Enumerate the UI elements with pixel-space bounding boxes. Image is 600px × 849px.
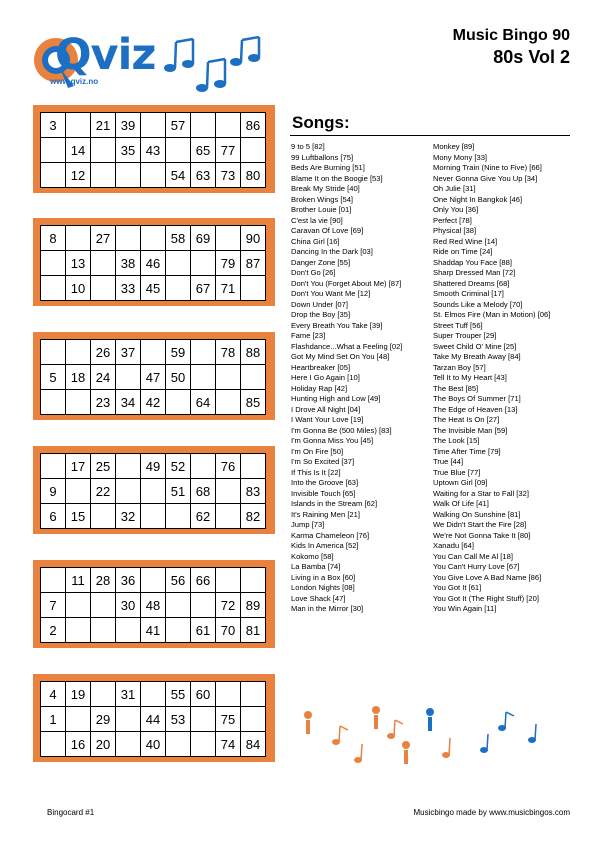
song-item: Love Shack [47] xyxy=(291,593,346,603)
bingo-row xyxy=(41,113,266,138)
bingo-cell: 18 xyxy=(66,365,91,390)
bingo-cell: 74 xyxy=(216,732,241,757)
song-item: Karma Chameleon [76] xyxy=(291,530,370,540)
bingo-cell: 55 xyxy=(166,682,191,707)
footer-card-number: Bingocard #1 xyxy=(47,808,95,817)
bingo-cell xyxy=(116,732,141,757)
bingo-cell xyxy=(216,568,241,593)
bingo-cell xyxy=(191,732,216,757)
bingo-cell xyxy=(241,138,266,163)
song-item: Ride on Time [24] xyxy=(433,247,493,256)
song-item: Brother Louie [01] xyxy=(291,205,352,214)
bingo-cell xyxy=(116,454,141,479)
bingo-cell: 8 xyxy=(41,226,66,251)
bingo-cell xyxy=(91,138,116,163)
song-item: Xanadu [64] xyxy=(433,541,474,550)
bingo-row xyxy=(41,226,266,251)
bingo-cell: 4 xyxy=(41,682,66,707)
bingo-cell: 19 xyxy=(66,682,91,707)
bingo-cell: 67 xyxy=(191,276,216,301)
song-item: Walking On Sunshine [81] xyxy=(433,509,521,519)
bingo-cell: 75 xyxy=(216,707,241,732)
song-item: Living in a Box [60] xyxy=(291,572,356,582)
bingo-cell: 9 xyxy=(41,479,66,504)
bingo-cell xyxy=(91,682,116,707)
bingo-cell xyxy=(66,113,91,138)
bingo-row xyxy=(41,365,266,390)
bingo-cell xyxy=(66,593,91,618)
bingo-cell: 17 xyxy=(66,454,91,479)
song-item: Hunting High and Low [49] xyxy=(291,394,381,403)
bingo-grid xyxy=(40,225,266,301)
bingo-cell xyxy=(141,226,166,251)
song-item: You Can Call Me Al [18] xyxy=(433,551,513,561)
song-item: Don't Go [26] xyxy=(291,268,336,277)
bingo-cell: 62 xyxy=(191,504,216,529)
bingo-cell xyxy=(141,340,166,365)
bingo-row xyxy=(41,593,266,618)
song-item: Jump [73] xyxy=(291,520,325,529)
song-item: The Boys Of Summer [71] xyxy=(433,394,521,403)
song-item: True [44] xyxy=(433,457,464,466)
bingo-cell: 80 xyxy=(241,163,266,188)
bingo-cell: 52 xyxy=(166,454,191,479)
bingo-cell xyxy=(116,365,141,390)
song-item: I'm Gonna Be (500 Miles) [83] xyxy=(291,425,392,435)
bingo-cell xyxy=(166,138,191,163)
bingo-row xyxy=(41,568,266,593)
bingo-cell xyxy=(216,390,241,415)
song-item: Sounds Like a Melody [70] xyxy=(433,299,523,309)
bingo-cell: 79 xyxy=(216,251,241,276)
bingo-cell xyxy=(141,479,166,504)
logo-url: www.qviz.no xyxy=(50,77,99,86)
song-item: Here I Go Again [10] xyxy=(291,373,360,382)
song-item: Caravan Of Love [69] xyxy=(291,226,364,235)
bingo-cell xyxy=(191,454,216,479)
bingo-row xyxy=(41,732,266,757)
bingo-cell xyxy=(166,276,191,301)
title-line1: Music Bingo 90 xyxy=(452,27,570,44)
bingo-cell: 46 xyxy=(141,251,166,276)
song-item: Sharp Dressed Man [72] xyxy=(433,268,516,277)
song-item: Shaddap You Face [88] xyxy=(433,257,512,267)
bingo-cell: 13 xyxy=(66,251,91,276)
song-item: True Blue [77] xyxy=(433,467,481,477)
song-item: You Got It (The Right Stuff) [20] xyxy=(433,593,539,603)
songs-heading: Songs: xyxy=(292,113,350,132)
bingo-cell xyxy=(141,504,166,529)
bingo-cell: 6 xyxy=(41,504,66,529)
bingo-cell: 49 xyxy=(141,454,166,479)
bingo-cell: 23 xyxy=(91,390,116,415)
bingo-cell xyxy=(216,226,241,251)
bingo-cell: 22 xyxy=(91,479,116,504)
bingo-cell: 51 xyxy=(166,479,191,504)
song-item: Take My Breath Away [84] xyxy=(433,352,521,361)
music-notes-icon xyxy=(160,36,270,96)
song-item: St. Elmos Fire (Man in Motion) [06] xyxy=(433,310,551,319)
bingo-cell xyxy=(66,479,91,504)
song-item: You Can't Hurry Love [67] xyxy=(433,562,520,571)
bingo-cell: 77 xyxy=(216,138,241,163)
bingo-cell xyxy=(91,593,116,618)
song-item: Islands in the Stream [62] xyxy=(291,499,378,508)
bingo-cell xyxy=(41,568,66,593)
bingo-cell xyxy=(241,568,266,593)
bingo-cell: 38 xyxy=(116,251,141,276)
bingo-cell xyxy=(41,163,66,188)
song-item: Never Gonna Give You Up [34] xyxy=(433,173,538,183)
bingo-cell xyxy=(41,340,66,365)
bingo-cell: 34 xyxy=(116,390,141,415)
bingo-cell xyxy=(41,390,66,415)
bingo-cell xyxy=(241,682,266,707)
bingo-card xyxy=(33,560,275,648)
bingo-cell: 5 xyxy=(41,365,66,390)
song-item: Only You [36] xyxy=(433,205,479,214)
bingo-cell xyxy=(241,707,266,732)
song-item: Heartbreaker [05] xyxy=(291,362,351,372)
bingo-cell: 58 xyxy=(166,226,191,251)
bingo-cell xyxy=(191,707,216,732)
bingo-cell: 86 xyxy=(241,113,266,138)
bingo-cell: 88 xyxy=(241,340,266,365)
song-item: The Heat Is On [27] xyxy=(433,415,500,424)
song-item: Got My Mind Set On You [48] xyxy=(291,352,390,361)
bingo-cell: 26 xyxy=(91,340,116,365)
bingo-cell xyxy=(66,340,91,365)
song-item: Dancing In the Dark [03] xyxy=(291,247,373,256)
songs-divider xyxy=(290,135,570,136)
song-item: One Night In Bangkok [46] xyxy=(433,194,523,204)
bingo-cell xyxy=(116,707,141,732)
song-item: Physical [38] xyxy=(433,226,477,235)
bingo-cell: 66 xyxy=(191,568,216,593)
bingo-cell: 15 xyxy=(66,504,91,529)
song-item: You Give Love A Bad Name [86] xyxy=(433,572,542,582)
bingo-card xyxy=(33,446,275,534)
bingo-cell xyxy=(241,276,266,301)
song-item: C'est la vie [90] xyxy=(291,215,343,225)
song-item: Blame It on the Boogie [53] xyxy=(291,173,383,183)
bingo-cell xyxy=(41,454,66,479)
logo-text: Qviz xyxy=(55,30,156,80)
bingo-cell: 24 xyxy=(91,365,116,390)
song-item: Beds Are Burning [51] xyxy=(291,163,365,172)
bingo-cell xyxy=(141,568,166,593)
song-item: You Got It [61] xyxy=(433,583,482,592)
song-item: I'm On Fire [50] xyxy=(291,446,344,456)
song-item: Holiday Rap [42] xyxy=(291,383,348,393)
bingo-cell: 70 xyxy=(216,618,241,643)
bingo-cell: 87 xyxy=(241,251,266,276)
bingo-cell: 39 xyxy=(116,113,141,138)
bingo-cell: 78 xyxy=(216,340,241,365)
bingo-row xyxy=(41,618,266,643)
song-item: We Didn't Start the Fire [28] xyxy=(433,520,527,529)
bingo-cell: 20 xyxy=(91,732,116,757)
bingo-row xyxy=(41,138,266,163)
song-item: If This Is It [22] xyxy=(291,467,341,477)
bingo-cell xyxy=(141,682,166,707)
bingo-row xyxy=(41,504,266,529)
bingo-cell xyxy=(166,593,191,618)
song-item: The Edge of Heaven [13] xyxy=(433,404,518,414)
bingo-cell: 40 xyxy=(141,732,166,757)
song-item: Kids In America [52] xyxy=(291,541,359,550)
song-item: Down Under [07] xyxy=(291,299,348,309)
song-item: Every Breath You Take [39] xyxy=(291,320,383,330)
bingo-cell xyxy=(116,226,141,251)
bingo-cell xyxy=(91,163,116,188)
bingo-cell xyxy=(66,618,91,643)
bingo-cell xyxy=(191,113,216,138)
song-item: I Want Your Love [19] xyxy=(291,415,364,424)
bingo-cell xyxy=(191,251,216,276)
song-item: You Win Again [11] xyxy=(433,604,497,613)
song-item: Time After Time [79] xyxy=(433,446,501,456)
bingo-cell: 47 xyxy=(141,365,166,390)
song-item: China Girl [16] xyxy=(291,236,340,246)
song-item: Danger Zone [55] xyxy=(291,257,351,267)
bingo-cell: 60 xyxy=(191,682,216,707)
bingo-cell: 71 xyxy=(216,276,241,301)
bingo-row xyxy=(41,251,266,276)
song-item: Tarzan Boy [57] xyxy=(433,362,486,372)
bingo-cell: 48 xyxy=(141,593,166,618)
bingo-cell xyxy=(141,163,166,188)
song-item: Walk Of Life [41] xyxy=(433,499,489,508)
bingo-cell: 69 xyxy=(191,226,216,251)
song-item: Don't You Want Me [12] xyxy=(291,289,371,298)
bingo-grid xyxy=(40,112,266,188)
bingo-cell xyxy=(116,618,141,643)
bingo-cell: 65 xyxy=(191,138,216,163)
bingo-cell xyxy=(216,479,241,504)
song-item: The Best [85] xyxy=(433,383,479,393)
song-item: Mony Mony [33] xyxy=(433,152,488,162)
bingo-cell xyxy=(116,163,141,188)
bingo-cell: 28 xyxy=(91,568,116,593)
song-item: London Nights [08] xyxy=(291,583,355,592)
bingo-cell: 45 xyxy=(141,276,166,301)
bingo-cell xyxy=(66,707,91,732)
song-item: Break My Stride [40] xyxy=(291,184,360,193)
bingo-cell: 61 xyxy=(191,618,216,643)
bingo-row xyxy=(41,707,266,732)
bingo-cell: 21 xyxy=(91,113,116,138)
bingo-row xyxy=(41,276,266,301)
song-item: Smooth Criminal [17] xyxy=(433,289,504,298)
bingo-cell: 14 xyxy=(66,138,91,163)
song-item: Invisible Touch [65] xyxy=(291,488,356,498)
bingo-cell xyxy=(191,593,216,618)
bingo-card xyxy=(33,674,275,762)
bingo-cell xyxy=(91,618,116,643)
bingo-cell xyxy=(41,251,66,276)
song-item: Sweet Child O' Mine [25] xyxy=(433,341,517,351)
song-item: Kokomo [58] xyxy=(291,551,334,561)
song-item: Into the Groove [63] xyxy=(291,478,359,487)
song-item: Flashdance...What a Feeling [02] xyxy=(291,341,403,351)
song-item: La Bamba [74] xyxy=(291,562,341,571)
song-item: Broken Wings [54] xyxy=(291,194,354,204)
song-item: Morning Train (Nine to Five) [66] xyxy=(433,163,542,172)
bingo-grid xyxy=(40,567,266,643)
bingo-cell: 36 xyxy=(116,568,141,593)
bingo-cell: 57 xyxy=(166,113,191,138)
bingo-cell: 53 xyxy=(166,707,191,732)
bingo-cell xyxy=(41,276,66,301)
bingo-cell xyxy=(116,479,141,504)
song-item: Don't You (Forget About Me) [87] xyxy=(291,278,402,288)
bingo-cell xyxy=(216,504,241,529)
bingo-cell xyxy=(191,365,216,390)
bingo-cell: 10 xyxy=(66,276,91,301)
song-item: Oh Julie [31] xyxy=(433,184,476,193)
bingo-cell: 2 xyxy=(41,618,66,643)
song-item: Monkey [89] xyxy=(433,142,475,151)
bingo-cell: 30 xyxy=(116,593,141,618)
bingo-cell xyxy=(91,276,116,301)
bingo-cell: 63 xyxy=(191,163,216,188)
bingo-cell: 81 xyxy=(241,618,266,643)
bingo-cell: 3 xyxy=(41,113,66,138)
song-item: The Look [15] xyxy=(433,436,480,445)
bingo-row xyxy=(41,390,266,415)
bingo-cell: 29 xyxy=(91,707,116,732)
song-item: Perfect [78] xyxy=(433,215,472,225)
bingo-cell: 44 xyxy=(141,707,166,732)
bingo-cell: 85 xyxy=(241,390,266,415)
bingo-cell: 68 xyxy=(191,479,216,504)
bingo-cell xyxy=(166,251,191,276)
bingo-cell: 82 xyxy=(241,504,266,529)
song-item: We're Not Gonna Take It [80] xyxy=(433,530,531,540)
song-item: Super Trouper [29] xyxy=(433,331,497,340)
songs-column-1 xyxy=(291,142,402,615)
bingo-cell: 59 xyxy=(166,340,191,365)
song-item: Tell It to My Heart [43] xyxy=(433,373,507,382)
bingo-cell: 31 xyxy=(116,682,141,707)
bingo-grid xyxy=(40,681,266,757)
bingo-row xyxy=(41,163,266,188)
bingo-cell: 41 xyxy=(141,618,166,643)
bingo-cell: 84 xyxy=(241,732,266,757)
song-item: 9 to 5 [82] xyxy=(291,142,325,151)
bingo-cell: 54 xyxy=(166,163,191,188)
title-line2: 80s Vol 2 xyxy=(493,47,570,67)
bingo-grid xyxy=(40,453,266,529)
bingo-cell: 33 xyxy=(116,276,141,301)
bingo-cell xyxy=(166,732,191,757)
bingo-cell xyxy=(66,226,91,251)
bingo-cell xyxy=(216,682,241,707)
bingo-cell: 73 xyxy=(216,163,241,188)
bingo-cell: 64 xyxy=(191,390,216,415)
song-item: Drop the Boy [35] xyxy=(291,310,351,319)
song-item: The Invisible Man [59] xyxy=(433,425,508,435)
bingo-cell: 76 xyxy=(216,454,241,479)
bingo-cell xyxy=(166,504,191,529)
song-item: Fame [23] xyxy=(291,331,326,340)
song-item: Red Red Wine [14] xyxy=(433,236,498,246)
bingo-cell xyxy=(41,138,66,163)
bingo-cell: 7 xyxy=(41,593,66,618)
song-item: It's Raining Men [21] xyxy=(291,509,360,519)
bingo-cell xyxy=(191,340,216,365)
bingo-cell: 72 xyxy=(216,593,241,618)
bingo-cell: 90 xyxy=(241,226,266,251)
bingo-cell xyxy=(241,365,266,390)
bingo-cell: 37 xyxy=(116,340,141,365)
bingo-cell xyxy=(66,390,91,415)
song-item: Uptown Girl [09] xyxy=(433,478,488,487)
bingo-cell xyxy=(91,251,116,276)
bingo-cell: 25 xyxy=(91,454,116,479)
bingo-cell: 11 xyxy=(66,568,91,593)
bingo-card xyxy=(33,332,275,420)
song-item: I'm So Excited [37] xyxy=(291,457,355,466)
bingo-cell: 16 xyxy=(66,732,91,757)
songs-column-2 xyxy=(433,142,550,615)
bingo-cell xyxy=(166,390,191,415)
bingo-cell: 12 xyxy=(66,163,91,188)
song-item: I Drove All Night [04] xyxy=(291,404,361,414)
bingo-cell xyxy=(216,113,241,138)
bingo-grid xyxy=(40,339,266,415)
bingo-cell: 89 xyxy=(241,593,266,618)
song-item: I'm Gonna Miss You [45] xyxy=(291,436,374,445)
bingo-cell xyxy=(166,618,191,643)
bingo-row xyxy=(41,479,266,504)
bingo-cell xyxy=(241,454,266,479)
bingo-cell xyxy=(91,504,116,529)
bingo-cell: 43 xyxy=(141,138,166,163)
song-item: Shattered Dreams [68] xyxy=(433,278,510,288)
bingo-cell xyxy=(141,113,166,138)
bingo-cell: 35 xyxy=(116,138,141,163)
bingo-cell: 42 xyxy=(141,390,166,415)
bingo-row xyxy=(41,454,266,479)
bingo-cell: 27 xyxy=(91,226,116,251)
bingo-row xyxy=(41,340,266,365)
song-item: 99 Luftballons [75] xyxy=(291,152,354,162)
bingo-cell xyxy=(41,732,66,757)
dancers-decoration xyxy=(296,700,556,780)
bingo-cell: 83 xyxy=(241,479,266,504)
bingo-card xyxy=(33,218,275,306)
bingo-cell: 1 xyxy=(41,707,66,732)
bingo-row xyxy=(41,682,266,707)
song-item: Man in the Mirror [30] xyxy=(291,604,364,613)
bingo-cell: 56 xyxy=(166,568,191,593)
song-item: Street Tuff [56] xyxy=(433,320,483,330)
bingo-cell xyxy=(216,365,241,390)
bingo-cell: 50 xyxy=(166,365,191,390)
song-item: Waiting for a Star to Fall [32] xyxy=(433,488,529,498)
footer-credit: Musicbingo made by www.musicbingos.com xyxy=(413,808,570,817)
bingo-card xyxy=(33,105,275,193)
bingo-cell: 32 xyxy=(116,504,141,529)
